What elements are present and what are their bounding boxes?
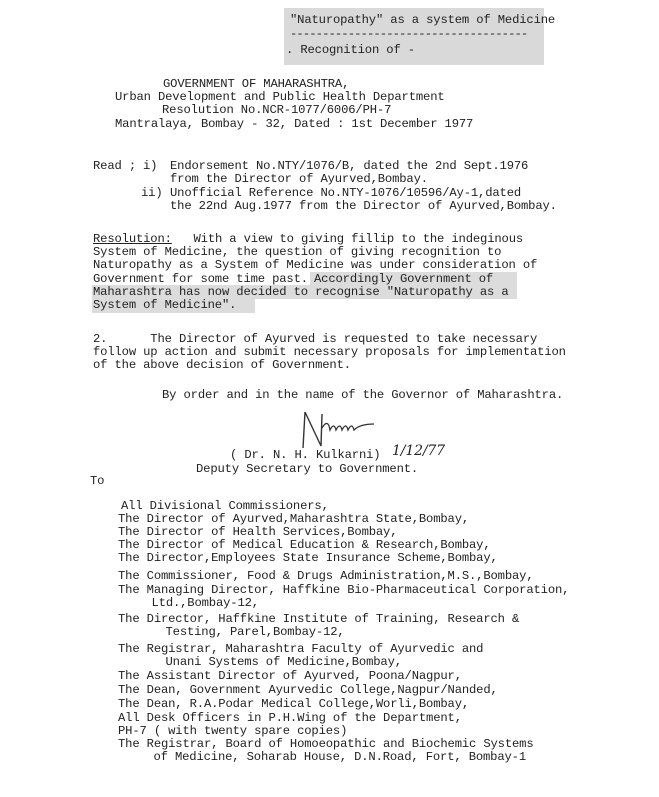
resolution-line: Maharashtra has now decided to recognise "Naturopathy as a xyxy=(93,285,509,299)
header-department: Urban Development and Public Health Department xyxy=(115,90,445,104)
recipient: The Dean, R.A.Podar Medical College,Worli,Bombay, xyxy=(118,697,470,711)
recipient: The Managing Director, Haffkine Bio-Pharmaceutical Corporation, xyxy=(118,583,570,597)
resolution-label: Resolution: xyxy=(93,232,172,246)
header-resolution-no: Resolution No.NCR-1077/6006/PH-7 xyxy=(162,103,392,117)
read-item-1-line2: from the Director of Ayurved,Bombay. xyxy=(170,172,428,186)
recipient: The Dean, Government Ayurvedic College,Nagpur/Nanded, xyxy=(118,683,498,697)
read-item-2-line2: the 22nd Aug.1977 from the Director of Ayurved,Bombay. xyxy=(170,199,557,213)
resolution-line: Government for some time past. xyxy=(93,272,323,286)
resolution-line: System of Medicine, the question of giving recognition to xyxy=(93,245,502,259)
recipient: The Director,Employees State Insurance Scheme,Bombay, xyxy=(118,551,498,565)
to-label: To xyxy=(90,474,105,488)
read-item-2-line1: Unofficial Reference No.NTY-1076/10596/Ay-1,dated xyxy=(170,186,522,200)
signatory-name: ( Dr. N. H. Kulkarni) xyxy=(230,448,381,462)
recipient: The Director of Ayurved,Maharashtra State,Bombay, xyxy=(118,512,470,526)
recipient: PH-7 ( with twenty spare copies) xyxy=(118,724,348,738)
subject-rule: ------------------------------------- xyxy=(290,27,528,41)
resolution-line: System of Medicine". xyxy=(93,298,237,312)
recipient: The Director of Health Services,Bombay, xyxy=(118,525,398,539)
recipient: of Medicine, Soharab House, D.N.Road, Fort, Bombay-1 xyxy=(132,750,527,764)
resolution-highlight-start: Accordingly Government of xyxy=(314,272,494,286)
recipient: All Desk Officers in P.H.Wing of the Department, xyxy=(118,711,462,725)
para2-line: follow up action and submit necessary proposals for implementation xyxy=(93,345,566,359)
recipient: The Director, Haffkine Institute of Training, Research & xyxy=(118,612,520,626)
resolution-line: Naturopathy as a System of Medicine was under consideration of xyxy=(93,258,538,272)
read-item-1-line1: Endorsement No.NTY/1076/B, dated the 2nd Sept.1976 xyxy=(170,159,529,173)
resolution-line: With a view to giving fillip to the indeginous xyxy=(172,232,524,246)
recipient: All Divisional Commissioners, xyxy=(121,499,329,513)
recipient: Ltd.,Bombay-12, xyxy=(130,596,259,610)
read-label: Read ; xyxy=(93,159,136,173)
by-order-line: By order and in the name of the Governor of Maharashtra. xyxy=(162,388,564,402)
para2-line: of the above decision of Government. xyxy=(93,358,351,372)
recipient: The Registrar, Board of Homoeopathic and Biochemic Systems xyxy=(118,737,534,751)
signatory-designation: Deputy Secretary to Government. xyxy=(196,462,419,476)
subject-subtitle: . Recognition of - xyxy=(286,43,415,57)
signatory-date: 1/12/77 xyxy=(392,443,445,459)
read-item-1-num: i) xyxy=(143,159,158,173)
recipient: Testing, Parel,Bombay-12, xyxy=(144,625,345,639)
recipient: Unani Systems of Medicine,Bombay, xyxy=(144,655,402,669)
recipient: The Director of Medical Education & Research,Bombay, xyxy=(118,538,491,552)
header-government: GOVERNMENT OF MAHARASHTRA, xyxy=(163,77,350,91)
recipient: The Registrar, Maharashtra Faculty of Ayurvedic and xyxy=(118,642,484,656)
read-item-2-num: ii) xyxy=(141,186,163,200)
subject-title: "Naturopathy" as a system of Medicine xyxy=(290,13,556,27)
recipient: The Assistant Director of Ayurved, Poona/Nagpur, xyxy=(118,669,462,683)
para2-line: 2. The Director of Ayurved is requested to take necessary xyxy=(93,332,538,346)
header-place-date: Mantralaya, Bombay - 32, Dated : 1st December 1977 xyxy=(115,117,474,131)
recipient: The Commissioner, Food & Drugs Administration,M.S.,Bombay, xyxy=(118,569,534,583)
